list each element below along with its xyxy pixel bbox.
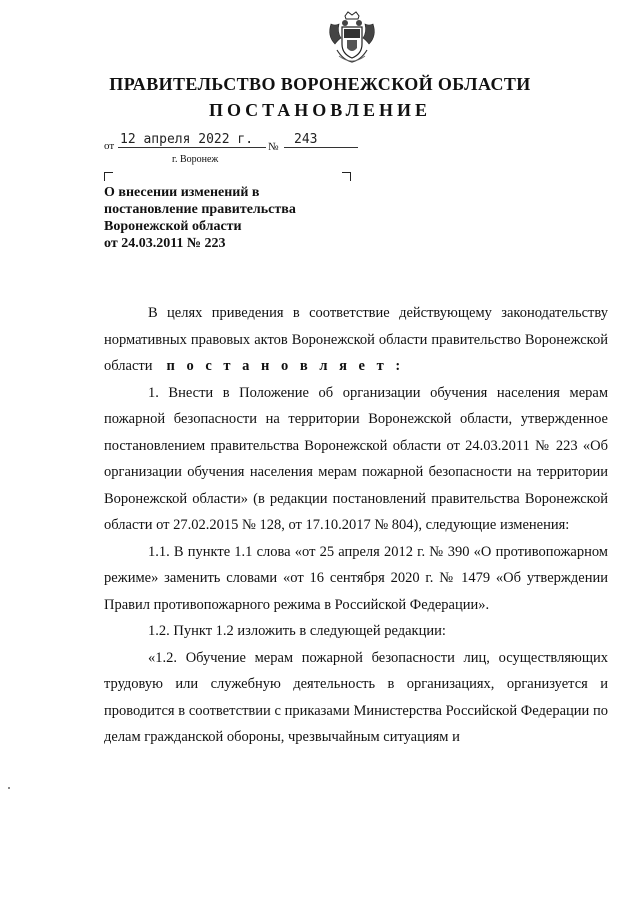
date-prefix-label: от (104, 140, 115, 152)
scan-speck (8, 787, 10, 789)
document-subject (104, 184, 364, 252)
subject-line: О внесении изменений в (104, 185, 260, 200)
paragraph-1-1: 1.1. В пункте 1.1 слова «от 25 апреля 2012 г. № 390 «О противопожарном режиме» заменить словами «от 16 сентября 2020 г. № 1479 «Об утверждении Правил противопожарного режима в Российской Федерации». (104, 543, 608, 613)
paragraph-1: 1. Внести в Положение об организации обучения населения мерам пожарной безопасности на территории Воронежской области, утвержденное постановлением правительства Воронежской области от 24.03.2011 № 223 «Об организации обучения населения мерам пожарной безопасности на территории Воронежской области» (в редакции постановлений правительства Воронежской области от 27.02.2015 № 128, от 17.10.2017 № 804), следующие изменения: (104, 384, 608, 533)
document-body (104, 300, 608, 751)
resolution-keyword: п о с т а н о в л я е т : (166, 358, 405, 374)
preamble-paragraph (104, 300, 608, 380)
paragraph-1-2: 1.2. Пункт 1.2 изложить в следующей редакции: (148, 623, 446, 639)
subject-line: от 24.03.2011 № 223 (104, 236, 226, 251)
voronezh-coat-of-arms-icon (323, 10, 381, 68)
date-number-line (104, 134, 364, 154)
document-number: 243 (294, 132, 318, 147)
city-label: г. Воронеж (172, 154, 219, 165)
subject-line: постановление правительства (104, 202, 296, 217)
corner-mark-right (342, 172, 351, 181)
date-underline (118, 147, 266, 148)
number-underline (284, 147, 358, 148)
paragraph-quote-1-2: «1.2. Обучение мерам пожарной безопасности лиц, осуществляющих трудовую или служебную деятельность в организациях, организуется и проводится в соответствии с приказами Министерства Российской Федерации по делам гражданской обороны, чрезвычайным ситуациям и (104, 649, 608, 745)
document-type: ПОСТАНОВЛЕНИЕ (208, 100, 432, 120)
number-label: № (268, 141, 279, 153)
government-name: ПРАВИТЕЛЬСТВО ВОРОНЕЖСКОЙ ОБЛАСТИ (109, 74, 531, 94)
corner-mark-left (104, 172, 113, 181)
subject-line: Воронежской области (104, 219, 242, 234)
document-date: 12 апреля 2022 г. (120, 132, 254, 147)
preamble-text: В целях приведения в соответствие действующему законодательству нормативных правовых актов Воронежской области правительство Воронежской области (104, 305, 608, 374)
